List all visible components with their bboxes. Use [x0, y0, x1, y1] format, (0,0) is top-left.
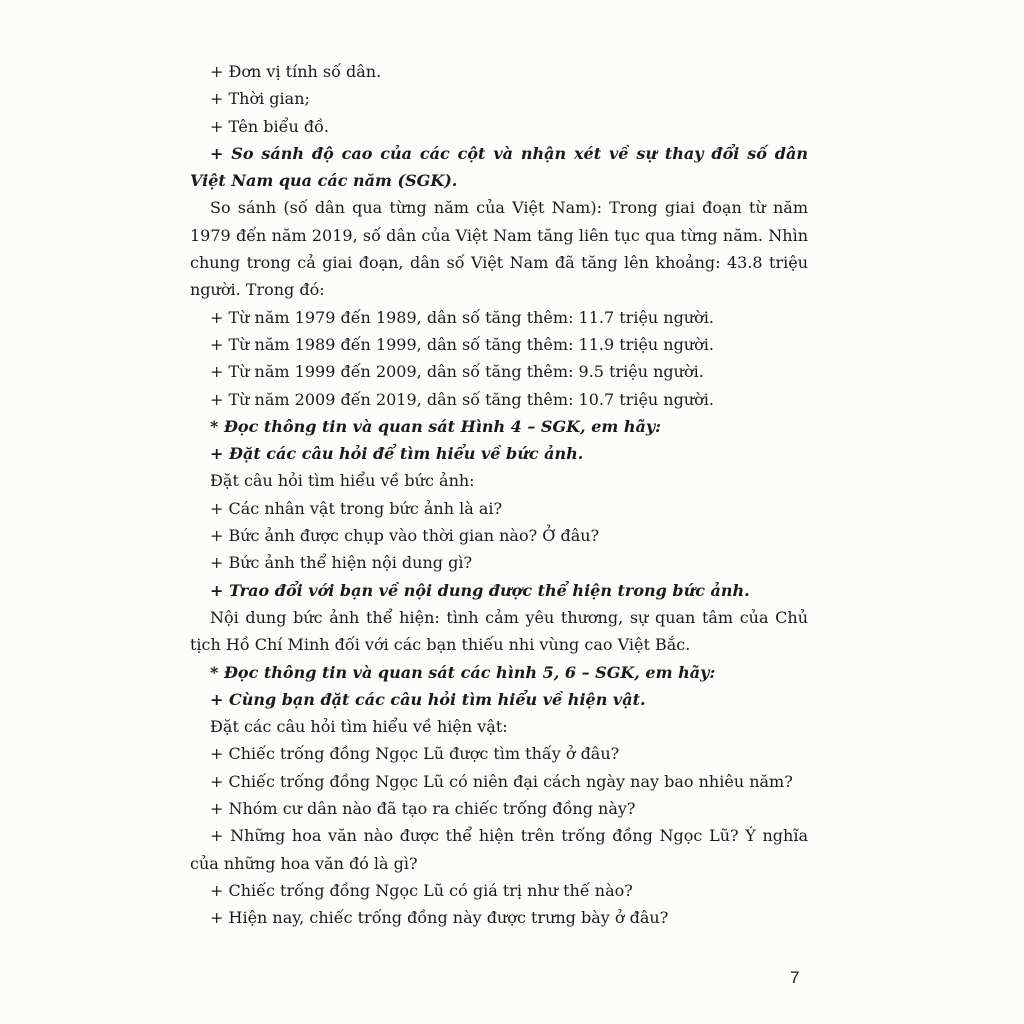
heading-line: + Cùng bạn đặt các câu hỏi tìm hiểu về hiện vật.: [210, 689, 646, 709]
heading-line: + So sánh độ cao của các cột và nhận xét về sự thay đổi số dân: [210, 143, 808, 163]
text-line: + Bức ảnh thể hiện nội dung gì?: [210, 553, 473, 573]
text-line: tịch Hồ Chí Minh đối với các bạn thiếu nhi vùng cao Việt Bắc.: [190, 635, 691, 655]
text-line: + Chiếc trống đồng Ngọc Lũ có niên đại cách ngày nay bao nhiêu năm?: [210, 771, 793, 791]
page-body-text: [190, 58, 808, 932]
text-line: + Từ năm 1999 đến 2009, dân số tăng thêm: 9.5 triệu người.: [210, 362, 704, 382]
text-line: người. Trong đó:: [190, 280, 325, 300]
text-line: + Đơn vị tính số dân.: [210, 62, 382, 81]
heading-line: + Đặt các câu hỏi để tìm hiểu về bức ảnh.: [210, 444, 584, 464]
text-line: + Từ năm 1989 đến 1999, dân số tăng thêm: 11.9 triệu người.: [210, 334, 714, 354]
text-line: + Từ năm 1979 đến 1989, dân số tăng thêm: 11.7 triệu người.: [210, 307, 714, 327]
text-line: + Các nhân vật trong bức ảnh là ai?: [210, 498, 503, 518]
text-line: + Chiếc trống đồng Ngọc Lũ có giá trị như thế nào?: [210, 880, 633, 900]
text-line: + Hiện nay, chiếc trống đồng này được trưng bày ở đâu?: [210, 908, 669, 928]
text-line: Đặt các câu hỏi tìm hiểu về hiện vật:: [210, 717, 508, 737]
heading-line: + Trao đổi với bạn về nội dung được thể hiện trong bức ảnh.: [210, 580, 750, 600]
text-line: + Nhóm cư dân nào đã tạo ra chiếc trống đồng này?: [210, 799, 636, 819]
page-number: 7: [790, 968, 800, 987]
text-line: + Những hoa văn nào được thể hiện trên trống đồng Ngọc Lũ? Ý nghĩa: [210, 826, 808, 846]
text-line: của những hoa văn đó là gì?: [190, 853, 418, 873]
heading-line: * Đọc thông tin và quan sát Hình 4 – SGK, em hãy:: [210, 416, 662, 436]
text-line: Nội dung bức ảnh thể hiện: tình cảm yêu thương, sự quan tâm của Chủ: [210, 607, 808, 627]
text-line: + Từ năm 2009 đến 2019, dân số tăng thêm: 10.7 triệu người.: [210, 389, 714, 409]
heading-line: Việt Nam qua các năm (SGK).: [190, 171, 458, 191]
text-line: chung trong cả giai đoạn, dân số Việt Nam đã tăng lên khoảng: 43.8 triệu: [190, 253, 808, 273]
text-line: + Thời gian;: [210, 89, 310, 109]
text-line: + Chiếc trống đồng Ngọc Lũ được tìm thấy ở đâu?: [210, 744, 620, 764]
text-line: So sánh (số dân qua từng năm của Việt Nam): Trong giai đoạn từ năm: [210, 198, 808, 218]
text-line: + Bức ảnh được chụp vào thời gian nào? Ở đâu?: [210, 526, 600, 546]
text-line: + Tên biểu đồ.: [210, 116, 329, 136]
text-line: Đặt câu hỏi tìm hiểu về bức ảnh:: [210, 471, 475, 491]
text-line: 1979 đến năm 2019, số dân của Việt Nam tăng liên tục qua từng năm. Nhìn: [190, 225, 808, 245]
heading-line: * Đọc thông tin và quan sát các hình 5, 6 – SGK, em hãy:: [210, 662, 716, 682]
